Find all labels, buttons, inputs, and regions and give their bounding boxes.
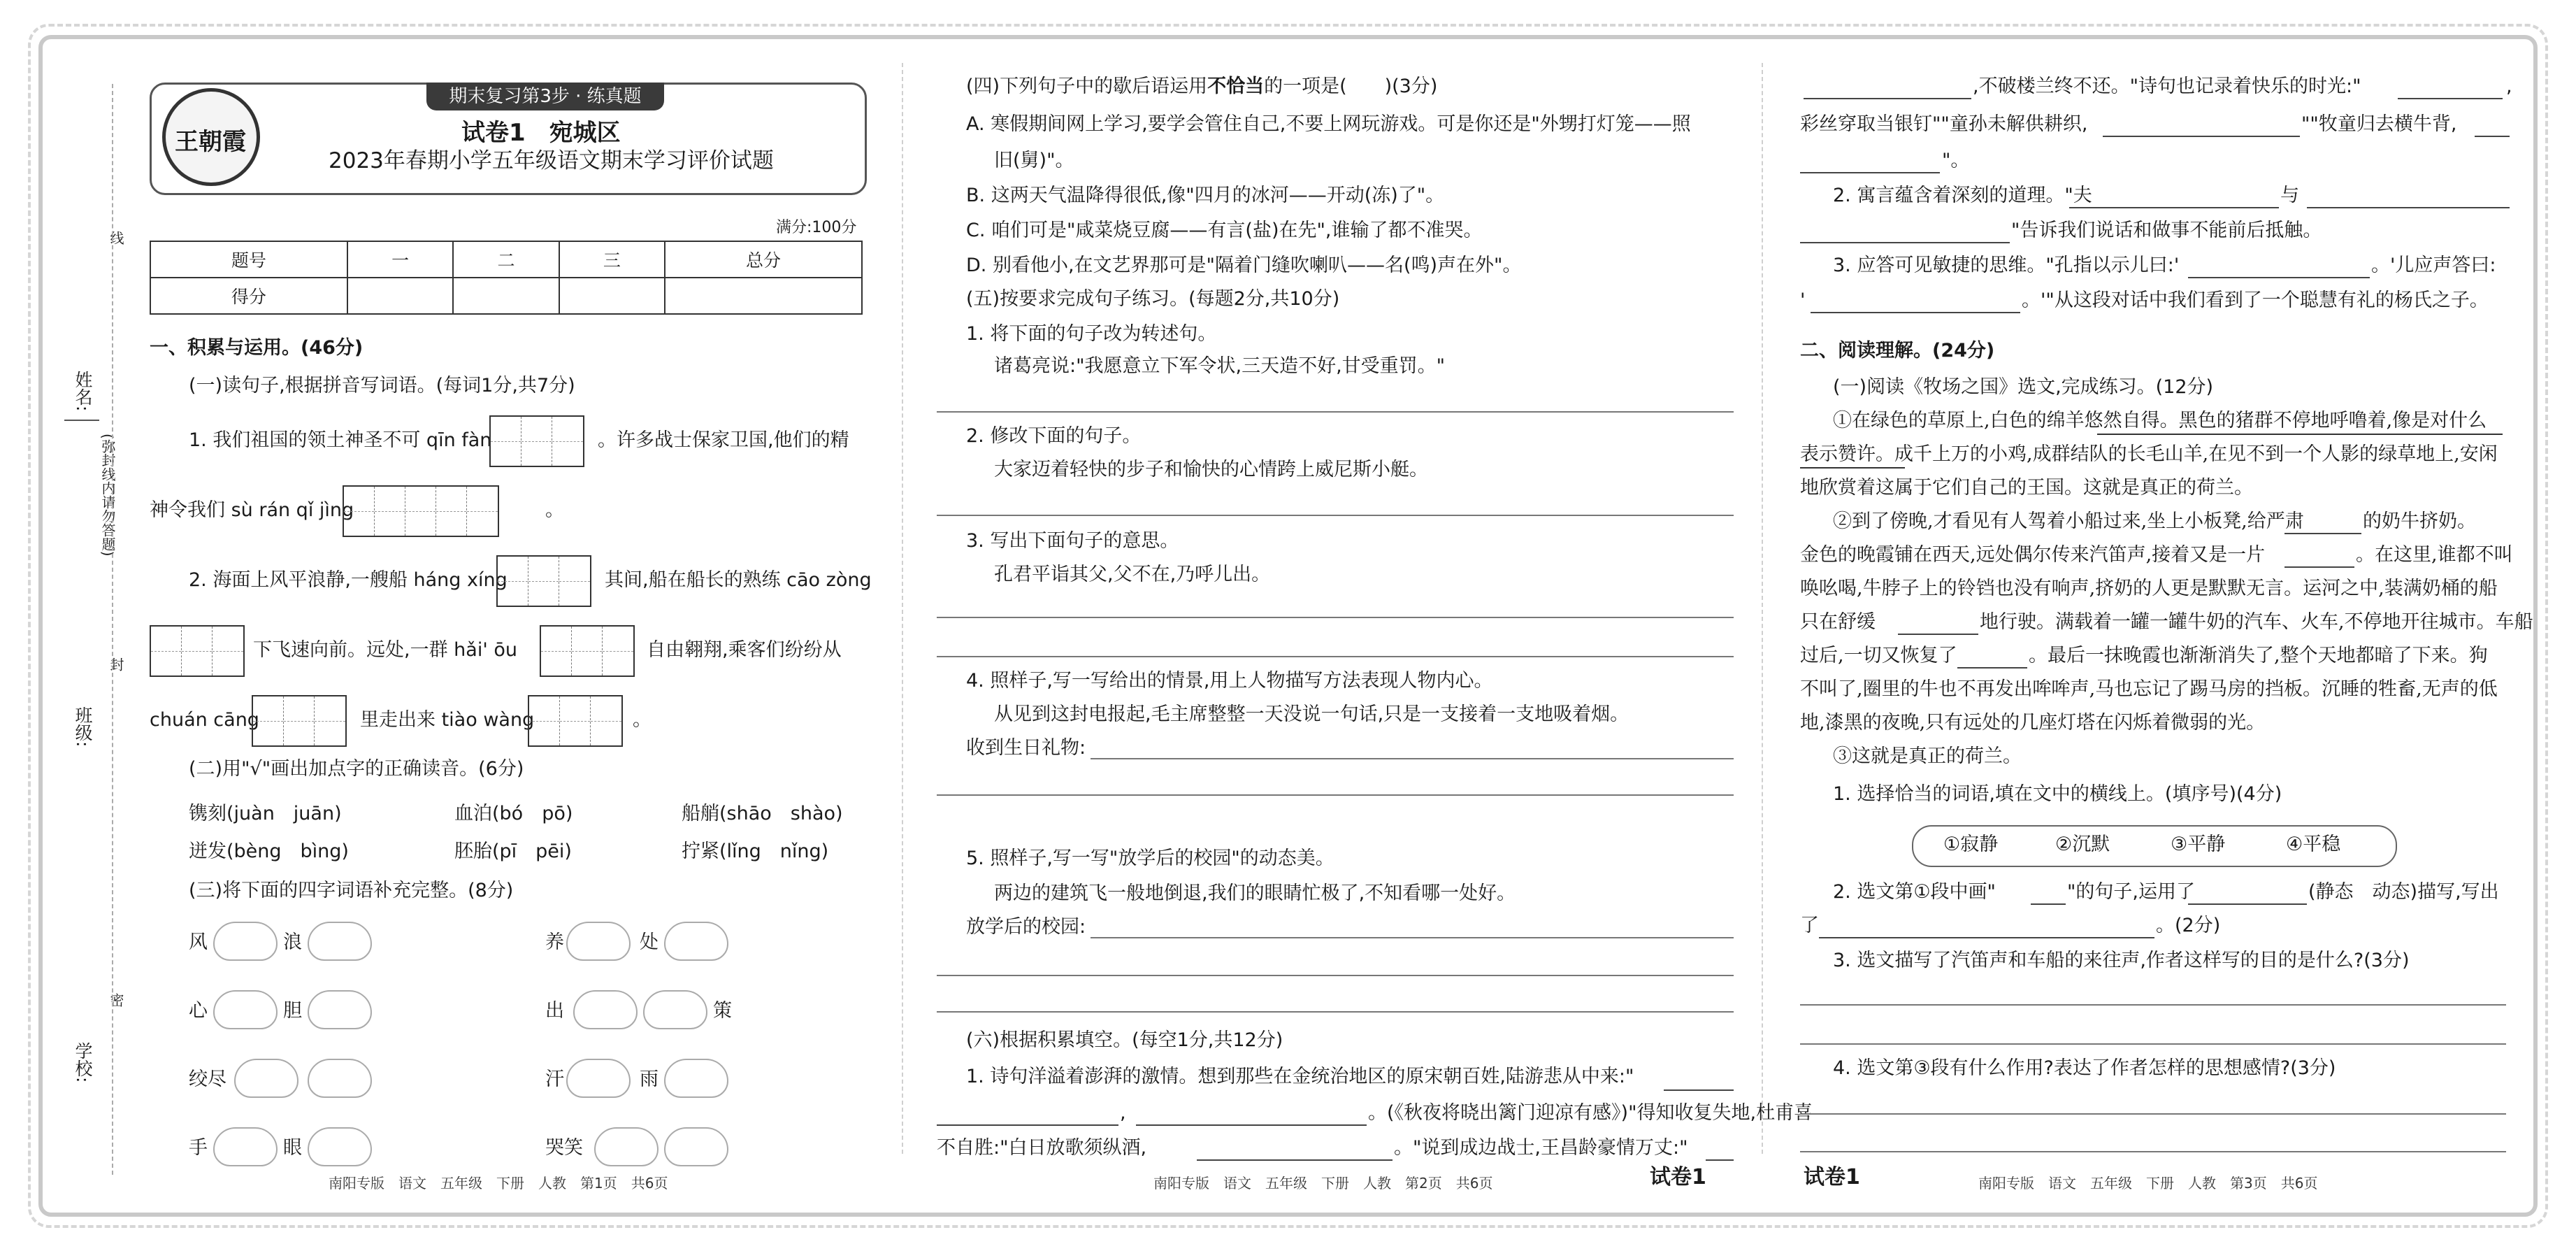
answer-line[interactable] [937, 975, 1734, 976]
idiom-blank[interactable] [594, 1127, 659, 1166]
q2-text-e: chuán cāng [150, 709, 259, 731]
reading-q2-e: 。(2分) [2156, 915, 2221, 936]
fill-blank[interactable] [1706, 1140, 1734, 1161]
score-header-cell: 一 [347, 241, 453, 278]
pron-item[interactable]: 血泊(bó pō) [454, 803, 573, 824]
option-c: C. 咱们可是"咸菜烧豆腐——有言(盐)在先",谁输了都不准哭。 [966, 220, 1483, 241]
seal-mark-feng: 封 [108, 657, 124, 671]
passage-para1-line1: ①在绿色的草原上,白色的绵羊悠然自得。黑色的猪群不停地呼噜着,像是对什么 [1833, 410, 2487, 431]
q2-text-f-end: 。 [633, 709, 652, 731]
score-cell[interactable] [347, 278, 453, 314]
fill-blank[interactable] [2031, 884, 2066, 905]
reading-q3: 3. 选文描写了汽笛声和车船的来往声,作者这样写的目的是什么?(3分) [1833, 950, 2410, 971]
idiom-blank[interactable] [664, 1127, 728, 1166]
p5-q3-sentence: 孔君平诣其父,父不在,乃呼儿出。 [994, 564, 1271, 585]
passage-para2-line2b: 。在这里,谁都不叫 [2356, 544, 2513, 566]
column-divider-2 [1762, 63, 1763, 1154]
pinyin-grid[interactable] [496, 555, 591, 607]
pinyin-grid[interactable] [489, 415, 584, 467]
p3-line3-b: "。 [1942, 150, 1970, 171]
fill-blank[interactable] [1819, 917, 2154, 938]
score-table [150, 241, 863, 315]
score-cell[interactable] [665, 278, 862, 314]
part5-title: (五)按要求完成句子练习。(每题2分,共10分) [966, 288, 1340, 310]
pron-item[interactable]: 镌刻(juàn juān) [189, 803, 342, 824]
p5-q4: 4. 照样子,写一写给出的情景,用上人物描写方法表现人物内心。 [966, 670, 1493, 692]
reading-q2-a: 2. 选文第①段中画" [1833, 881, 1996, 903]
word-option: ③平静 [2171, 834, 2226, 855]
fill-blank[interactable] [2103, 116, 2300, 137]
passage-para1-line3: 地欣赏着这属于它们自己的王国。这就是真正的荷兰。 [1800, 477, 2253, 499]
p6-q1-c: 。(《秋夜将晓出篱门迎凉有感》)"得知收复失地,杜甫喜 [1368, 1102, 1813, 1124]
part2-title: (二)用"√"画出加点字的正确读音。(6分) [189, 758, 524, 780]
idiom-char: 出 [545, 1000, 564, 1022]
p3-q3-d: 。'"从这段对话中我们看到了一个聪慧有礼的杨氏之子。 [2022, 289, 2489, 311]
passage-para2-line6: 不叫了,圈里的牛也不再发出哞哞声,马也忘记了踢马房的挡板。沉睡的牲畜,无声的低 [1800, 678, 2498, 700]
passage-para3: ③这就是真正的荷兰。 [1833, 745, 2022, 767]
idiom-blank[interactable] [308, 1059, 372, 1098]
seal-mark-xian: 线 [108, 231, 124, 245]
p3-q2-a: 2. 寓言蕴含着深刻的道理。"夫 [1833, 185, 2092, 206]
idiom-blank[interactable] [566, 922, 631, 961]
part1-title: (一)读句子,根据拼音写词语。(每词1分,共7分) [189, 375, 575, 396]
idiom-blank[interactable] [664, 1059, 728, 1098]
reading-q2-b: "的句子,运用了 [2067, 881, 2196, 903]
idiom-blank[interactable] [234, 1059, 298, 1098]
option-a-line2: 旧(舅)"。 [994, 150, 1074, 171]
passage-para2-line5b: 。最后一抹晚霞也渐渐消失了,整个天地都暗了下来。狗 [2029, 645, 2488, 666]
idiom-char: 眼 [283, 1137, 302, 1159]
idiom-blank[interactable] [213, 922, 278, 961]
seal-line [112, 84, 113, 1175]
logo-text: 王朝霞 [175, 128, 246, 156]
idiom-char: 策 [713, 1000, 732, 1022]
fill-blank[interactable] [2284, 513, 2361, 534]
idiom-blank[interactable] [213, 990, 278, 1029]
idiom-blank[interactable] [643, 990, 707, 1029]
passage-para2-line7: 地,漆黑的夜晚,只有远处的几座灯塔在闪烁着微弱的光。 [1800, 712, 2266, 734]
part4-title-head: (四)下列句子中的歇后语运用 [966, 76, 1208, 97]
class-label: 班级: [73, 706, 93, 748]
p3-q2-c: "告诉我们说话和做事不能前后抵触。 [2011, 220, 2322, 241]
fill-blank[interactable] [1898, 614, 1978, 635]
answer-line[interactable] [1091, 758, 1734, 759]
idiom-blank[interactable] [213, 1127, 278, 1166]
idiom-char: 手 [189, 1137, 208, 1159]
fill-blank[interactable] [1136, 1105, 1367, 1126]
reading-q4: 4. 选文第③段有什么作用?表达了作者怎样的思想感情?(3分) [1833, 1057, 2336, 1079]
p5-q3: 3. 写出下面句子的意思。 [966, 530, 1179, 552]
seal-mark-mi: 密 [108, 993, 124, 1007]
score-header-cell: 三 [559, 241, 665, 278]
passage-para2-line3: 唤吆喝,牛脖子上的铃铛也没有响声,挤奶的人更是默默无言。运河之中,装满奶桶的船 [1800, 578, 2498, 599]
answer-line[interactable] [937, 617, 1734, 618]
p5-q2: 2. 修改下面的句子。 [966, 425, 1142, 447]
option-d: D. 别看他小,在文艺界那可是"隔着门缝吹喇叭——名(鸣)声在外"。 [966, 255, 1522, 276]
passage-para2-line4b: 地行驶。满载着一罐一罐牛奶的汽车、火车,不停地开往城市。车船 [1980, 611, 2533, 633]
score-row-label: 得分 [150, 278, 347, 314]
idiom-blank[interactable] [308, 990, 372, 1029]
pinyin-grid[interactable] [150, 625, 245, 677]
idiom-char: 心 [189, 1000, 208, 1022]
idiom-char: 汗 [545, 1068, 564, 1090]
answer-line[interactable] [937, 656, 1734, 657]
option-a-line1: A. 寒假期间网上学习,要学会管住自己,不要上网玩游戏。可是你还是"外甥打灯笼——照 [966, 113, 1691, 135]
p5-q5: 5. 照样子,写一写"放学后的校园"的动态美。 [966, 848, 1334, 869]
word-option: ①寂静 [1943, 834, 1999, 855]
idiom-char: 浪 [283, 931, 302, 953]
part3-title: (三)将下面的四字词语补充完整。(8分) [189, 880, 514, 901]
p6-q1-e: 。"说到成边战士,王昌龄豪情万丈:" [1394, 1137, 1688, 1159]
exam-title: 试卷1 宛城区 [461, 119, 621, 147]
score-cell[interactable] [559, 278, 665, 314]
passage-para2-line1b: 的奶牛挤奶。 [2363, 510, 2476, 532]
fill-blank[interactable] [1664, 1070, 1734, 1091]
p3-line2-a: 彩丝穿取当银钉""童孙未解供耕织, [1800, 113, 2088, 135]
answer-line[interactable] [1800, 1113, 2506, 1115]
answer-line[interactable] [1800, 1004, 2506, 1006]
passage-para2-line1: ②到了傍晚,才看见有人驾着小船过来,坐上小板凳,给严肃 [1833, 510, 2304, 532]
exam-subtitle: 2023年春期小学五年级语文期末学习评价试题 [329, 148, 774, 173]
passage-para2-line5a: 过后,一切又恢复了 [1800, 645, 1957, 666]
q2-text-f: 里走出来 tiào wàng [360, 709, 535, 731]
p3-q3-c: ' [1800, 289, 1806, 311]
answer-line[interactable] [937, 515, 1734, 516]
reading-q2-d: 了 [1800, 915, 1819, 936]
step-tag: 期末复习第3步 · 练真题 [426, 83, 664, 110]
answer-line[interactable] [937, 411, 1734, 413]
fill-blank[interactable] [1804, 78, 1971, 99]
reading-q1: 1. 选择恰当的词语,填在文中的横线上。(填序号)(4分) [1833, 783, 2282, 805]
p3-q2-b: 与 [2280, 185, 2299, 206]
idiom-char: 风 [189, 931, 208, 953]
fill-blank[interactable] [1800, 222, 2010, 243]
p3-line1-b: ,不破楼兰终不还。"诗句也记录着快乐的时光:" [1973, 76, 2361, 97]
answer-line[interactable] [1091, 937, 1734, 938]
part6-title: (六)根据积累填空。(每空1分,共12分) [966, 1029, 1283, 1051]
pron-item[interactable]: 迸发(bèng bìng) [189, 841, 349, 862]
passage-para1-line2: 表示赞许。成千上万的小鸡,成群结队的长毛山羊,在见不到一个人影的绿草地上,安闲 [1800, 443, 2498, 465]
passage-para2-line4a: 只在舒缓 [1800, 611, 1876, 633]
answer-line[interactable] [1800, 1043, 2506, 1045]
idiom-char: 胆 [283, 1000, 302, 1022]
fill-blank[interactable] [1811, 292, 2020, 313]
score-cell[interactable] [453, 278, 559, 314]
pinyin-grid[interactable] [252, 695, 347, 747]
score-header-cell: 题号 [150, 241, 347, 278]
underlined-sentence [2097, 434, 2503, 435]
page2-corner-label: 试卷1 [1650, 1165, 1706, 1189]
fill-blank[interactable] [2475, 116, 2510, 137]
passage-para2-line2: 金色的晚霞铺在西天,远处偶尔传来汽笛声,接着又是一片 [1800, 544, 2266, 566]
page2-footer: 南阳专版 语文 五年级 下册 人教 第2页 共6页 [1153, 1175, 1493, 1192]
idiom-blank[interactable] [308, 922, 372, 961]
p6-q1-a: 1. 诗句洋溢着澎湃的激情。想到那些在金统治地区的原宋朝百姓,陆游悲从中来:" [966, 1066, 1634, 1087]
p3-q3-a: 3. 应答可见敏捷的思维。"孔指以示儿曰:' [1833, 255, 2180, 276]
page3-footer: 南阳专版 语文 五年级 下册 人教 第3页 共6页 [1978, 1175, 2318, 1192]
p5-q5-sentence: 两边的建筑飞一般地倒退,我们的眼睛忙极了,不知看哪一处好。 [994, 882, 1516, 904]
pinyin-grid[interactable] [540, 625, 635, 677]
p6-q1-b: , [1120, 1102, 1126, 1124]
q1-text-c: 神令我们 sù rán qǐ jìng [150, 499, 354, 521]
name-blank[interactable] [64, 420, 99, 421]
pron-item[interactable]: 船艄(shāo shào) [682, 803, 843, 824]
q2-text-d: 自由翱翔,乘客们纷纷从 [647, 639, 842, 661]
p3-line1-c: , [2506, 76, 2512, 97]
idiom-char: 处 [640, 931, 659, 953]
q1-text-b: 。许多战士保家卫国,他们的精 [598, 429, 849, 451]
seal-line-note: (弥封线内请勿答题) [99, 434, 116, 557]
p5-q1-sentence: 诸葛亮说:"我愿意立下军令状,三天造不好,甘受重罚。" [994, 355, 1446, 377]
p6-q1-d: 不自胜:"白日放歌须纵酒, [937, 1137, 1147, 1159]
idiom-char: 养 [545, 931, 564, 953]
fill-blank[interactable] [2398, 78, 2503, 99]
fill-blank[interactable] [1957, 648, 2027, 669]
q2-text-a: 2. 海面上风平浪静,一艘船 háng xíng [189, 569, 508, 591]
p3-q3-b: 。'儿应声答曰: [2371, 255, 2496, 276]
pron-item[interactable]: 拧紧(lǐng nǐng) [682, 841, 829, 862]
score-header-cell: 二 [453, 241, 559, 278]
p3-line2-b: ""牧童归去横牛背, [2301, 113, 2457, 135]
school-label: 学校: [73, 1042, 93, 1083]
page3-corner-label: 试卷1 [1804, 1165, 1860, 1189]
score-header-cell: 总分 [665, 241, 862, 278]
part4-title-bold: 不恰当 [1207, 76, 1265, 97]
answer-line[interactable] [1800, 1151, 2506, 1152]
fill-blank[interactable] [1800, 152, 1940, 173]
part4-title-tail: 的一项是( )(3分) [1264, 76, 1438, 97]
name-label: 姓名: [73, 371, 93, 412]
idiom-blank[interactable] [566, 1059, 631, 1098]
fill-blank[interactable] [2069, 187, 2279, 208]
fill-blank[interactable] [2284, 547, 2354, 568]
page1-footer: 南阳专版 语文 五年级 下册 人教 第1页 共6页 [329, 1175, 668, 1192]
word-option: ②沉默 [2055, 834, 2110, 855]
q1-text-a: 1. 我们祖国的领土神圣不可 qīn fàn [189, 429, 492, 451]
option-b: B. 这两天气温降得很低,像"四月的冰河——开动(冻)了"。 [966, 185, 1445, 206]
q1-text-c-end: 。 [545, 499, 564, 521]
pron-item[interactable]: 胚胎(pī pēi) [454, 841, 572, 862]
reading-q2-c: (静态 动态)描写,写出 [2308, 881, 2499, 903]
word-option: ④平稳 [2286, 834, 2341, 855]
fill-blank[interactable] [937, 1105, 1118, 1126]
section2-title: 二、阅读理解。(24分) [1800, 340, 1995, 362]
p5-q2-sentence: 大家迈着轻快的步子和愉快的心情跨上威尼斯小艇。 [994, 459, 1428, 480]
answer-line[interactable] [937, 1011, 1734, 1013]
pinyin-grid[interactable] [343, 485, 499, 537]
q2-text-c: 下飞速向前。远处,一群 hǎi' ōu [253, 639, 517, 661]
idiom-blank[interactable] [664, 922, 728, 961]
idiom-blank[interactable] [308, 1127, 372, 1166]
p5-q4-sentence: 从见到这封电报起,毛主席整整一天没说一句话,只是一支接着一支地吸着烟。 [994, 703, 1629, 725]
idiom-char: 雨 [640, 1068, 659, 1090]
idiom-char: 绞尽 [189, 1068, 226, 1090]
p5-q5-prompt: 放学后的校园: [966, 916, 1086, 938]
column-divider-1 [902, 63, 903, 1154]
reading1-title: (一)阅读《牧场之国》选文,完成练习。(12分) [1833, 376, 2214, 398]
answer-line[interactable] [937, 794, 1734, 796]
p5-q1: 1. 将下面的句子改为转述句。 [966, 323, 1217, 345]
section1-title: 一、积累与运用。(46分) [150, 337, 364, 359]
part4-title [966, 74, 1437, 99]
q2-text-b: 其间,船在船长的熟练 cāo zòng [605, 569, 872, 591]
fill-blank[interactable] [2188, 257, 2370, 278]
fill-blank[interactable] [2307, 187, 2510, 208]
underlined-sentence [1800, 467, 1905, 469]
p5-q4-prompt: 收到生日礼物: [966, 737, 1086, 759]
fill-blank[interactable] [1197, 1140, 1393, 1161]
pinyin-grid[interactable] [528, 695, 623, 747]
fill-blank[interactable] [2188, 884, 2307, 905]
idiom-blank[interactable] [573, 990, 638, 1029]
idiom-char: 哭笑 [545, 1137, 583, 1159]
full-score: 满分:100分 [776, 219, 857, 236]
